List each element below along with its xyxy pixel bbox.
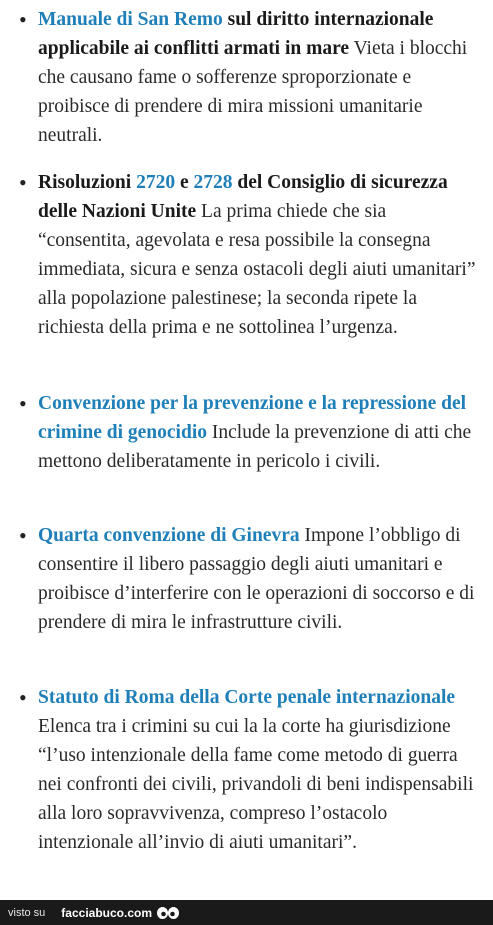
site-name[interactable]: facciabuco.com [61, 905, 152, 920]
visto-su-label: visto su [8, 906, 46, 919]
bullet: • [19, 391, 27, 416]
bullet: • [19, 7, 27, 32]
list-item [19, 521, 478, 637]
watermark-footer [0, 900, 493, 925]
item-description: Include la prevenzione di atti che mettono deliberatamente in pericolo i civili. [38, 422, 472, 472]
item-bold-text: del Consiglio di sicurezza delle Nazioni Unite [38, 172, 448, 222]
bullet: • [19, 685, 27, 710]
item-description: Elenca tra i crimini su cui la la corte ha giurisdizione “l’uso intenzionale della fame come metodo di guerra nei confronti dei civili, privandoli di beni indispensabili alla loro sopravvivenza, compreso l’ostacolo intenzionale all’invio di aiuti umanitari”. [38, 716, 474, 853]
item-description: Impone l’obbligo di consentire il libero passaggio degli aiuti umanitari e proibisce d’interferire con le operazioni di soccorso e di prendere di mira le infrastrutture civili. [38, 525, 475, 633]
link-quarta-convenzione-ginevra[interactable]: Quarta convenzione di Ginevra [38, 525, 300, 546]
list-item [19, 683, 478, 857]
list-item [19, 168, 478, 342]
item-bold-text: e [179, 172, 189, 193]
item-bold-text: Risoluzioni [38, 172, 132, 193]
link-statuto-di-roma[interactable]: Statuto di Roma della Corte penale internazionale [38, 687, 456, 708]
eyes-icon [156, 906, 180, 920]
item-bold-text: sul diritto internazionale applicabile ai conflitti armati in mare [38, 9, 434, 59]
item-description: Vieta i blocchi che causano fame o sofferenze sproporzionate e proibisce di prendere di mira missioni umanitarie neutrali. [38, 38, 468, 146]
bullet: • [19, 170, 27, 195]
list-item [19, 5, 478, 150]
link-convenzione-genocidio[interactable]: Convenzione per la prevenzione e la repressione del crimine di genocidio [38, 393, 467, 443]
item-description: La prima chiede che sia “consentita, agevolata e resa possibile la consegna immediata, sicura e senza ostacoli degli aiuti umanitari” alla popolazione palestinese; la seconda ripete la richiesta della prima e ne sottolinea l’urgenza. [38, 201, 476, 338]
list-item [19, 389, 478, 476]
link-risoluzione-2720[interactable]: 2720 [136, 172, 176, 193]
link-risoluzione-2728[interactable]: 2728 [193, 172, 233, 193]
bullet: • [19, 523, 27, 548]
link-manuale-san-remo[interactable]: Manuale di San Remo [38, 9, 223, 30]
